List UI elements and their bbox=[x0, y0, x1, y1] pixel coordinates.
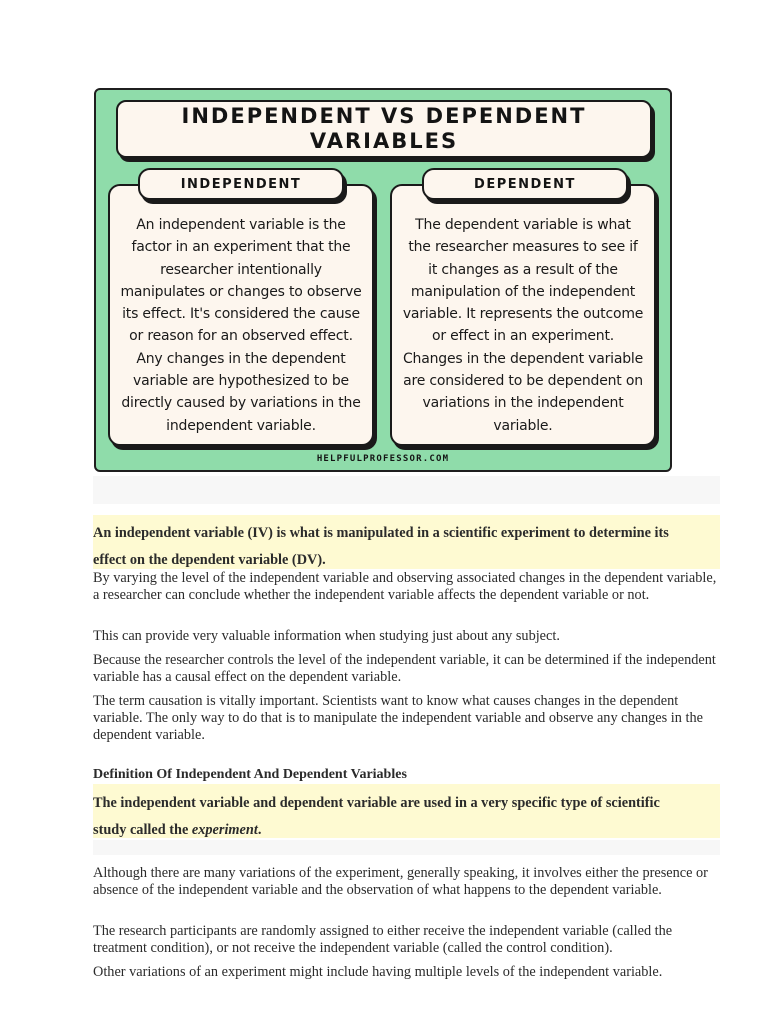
dependent-label: DEPENDENT bbox=[422, 168, 628, 200]
paragraph-3: Because the researcher controls the level of the independent variable, it can be determined if the independent variable has a causal effect on the dependent variable. bbox=[93, 652, 716, 685]
highlight-2-suffix: . bbox=[257, 822, 262, 838]
highlight-2-emphasis: experiment bbox=[191, 822, 258, 838]
paragraph-1: By varying the level of the independent variable and observing associated changes in the dependent variable, a researcher can conclude whether the independent variable affects the dependent variable or not. bbox=[93, 570, 717, 603]
dependent-description: The dependent variable is what the researcher measures to see if it changes as a result of the manipulation of the independent variable. It represents the outcome or effect in an experiment. Changes in the dependent variable are considered to be dependent on variations in the independent variable. bbox=[402, 217, 644, 434]
independent-label: INDEPENDENT bbox=[138, 168, 344, 200]
spacer-strip-2 bbox=[93, 840, 720, 855]
paragraph-2: This can provide very valuable information when studying just about any subject. bbox=[93, 628, 560, 644]
highlight-1-line-1: An independent variable (IV) is what is manipulated in a scientific experiment to determine its bbox=[93, 525, 669, 541]
independent-description: An independent variable is the factor in an experiment that the researcher intentionally manipulates or changes to observe its effect. It's considered the cause or reason for an observed effect. Any changes in the dependent variable are hypothesized to be directly caused by variations in the independent variable. bbox=[120, 217, 362, 434]
dependent-box bbox=[390, 184, 656, 446]
infographic-source: HELPFULPROFESSOR.COM bbox=[316, 454, 450, 464]
paragraph-5: Although there are many variations of the experiment, generally speaking, it involves either the presence or absence of the independent variable and the observation of what happens to the dependent variable. bbox=[93, 865, 708, 898]
highlight-2-line-1: The independent variable and dependent variable are used in a very specific type of scientific bbox=[93, 795, 660, 811]
highlight-1-line-2: effect on the dependent variable (DV). bbox=[93, 552, 326, 568]
spacer-strip bbox=[93, 476, 720, 504]
infographic-title: INDEPENDENT VS DEPENDENT VARIABLES bbox=[181, 104, 587, 153]
independent-box bbox=[108, 184, 374, 446]
paragraph-7: Other variations of an experiment might include having multiple levels of the independent variable. bbox=[93, 964, 663, 980]
infographic-title-box bbox=[116, 100, 652, 158]
highlight-2-prefix: study called the bbox=[93, 822, 192, 838]
paragraph-6: The research participants are randomly assigned to either receive the independent variable (called the treatment condition), or not receive the independent variable (called the control condition). bbox=[93, 923, 673, 956]
paragraph-4: The term causation is vitally important. Scientists want to know what causes changes in the dependent variable. The only way to do that is to manipulate the independent variable and observe any changes in the dependent variable. bbox=[93, 693, 703, 743]
infographic-card bbox=[94, 88, 672, 472]
section-heading: Definition Of Independent And Dependent Variables bbox=[93, 767, 407, 782]
highlight-2-line-2 bbox=[93, 822, 733, 839]
